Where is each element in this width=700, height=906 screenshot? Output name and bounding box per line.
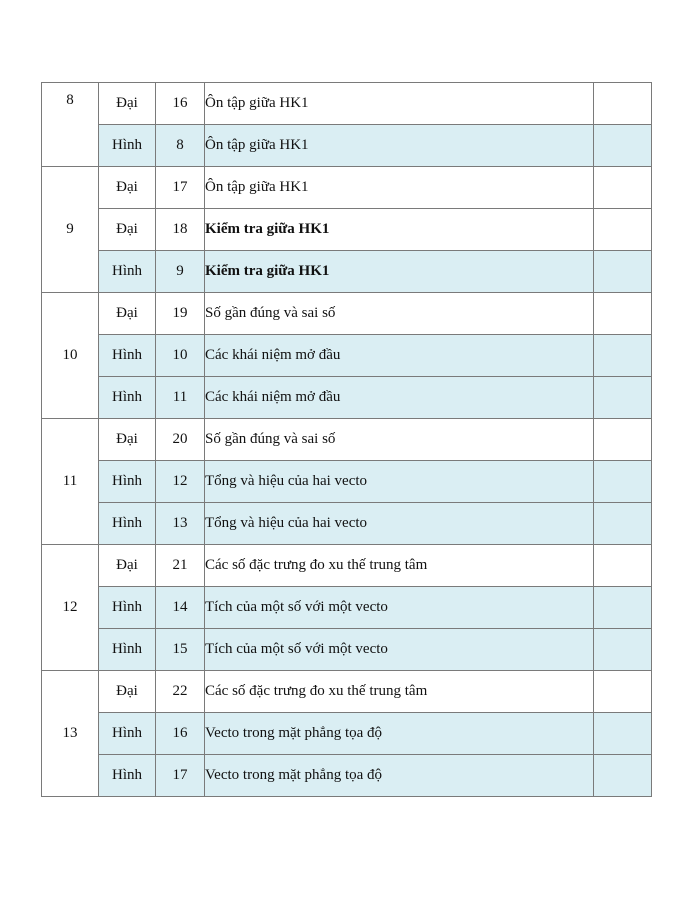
table-row xyxy=(42,209,652,251)
lesson-number-cell: 21 xyxy=(156,545,205,587)
subject-cell: Hình xyxy=(99,755,156,797)
week-number-cell: 10 xyxy=(42,293,99,419)
note-cell xyxy=(594,251,652,293)
lesson-number-cell: 15 xyxy=(156,629,205,671)
lesson-content-cell: Vecto trong mặt phẳng tọa độ xyxy=(205,755,594,797)
subject-cell: Hình xyxy=(99,629,156,671)
subject-cell: Hình xyxy=(99,461,156,503)
week-number-cell: 12 xyxy=(42,545,99,671)
lesson-plan-body xyxy=(42,83,652,797)
subject-cell: Hình xyxy=(99,713,156,755)
lesson-content-cell: Tổng và hiệu của hai vecto xyxy=(205,461,594,503)
table-row xyxy=(42,713,652,755)
note-cell xyxy=(594,335,652,377)
lesson-content-cell: Ôn tập giữa HK1 xyxy=(205,167,594,209)
lesson-content-cell: Ôn tập giữa HK1 xyxy=(205,83,594,125)
lesson-content-cell: Số gần đúng và sai số xyxy=(205,293,594,335)
lesson-content-cell: Kiểm tra giữa HK1 xyxy=(205,209,594,251)
lesson-number-cell: 17 xyxy=(156,755,205,797)
table-row xyxy=(42,83,652,125)
lesson-number-cell: 17 xyxy=(156,167,205,209)
subject-cell: Đại xyxy=(99,83,156,125)
note-cell xyxy=(594,545,652,587)
lesson-content-cell: Vecto trong mặt phẳng tọa độ xyxy=(205,713,594,755)
table-row xyxy=(42,671,652,713)
lesson-number-cell: 13 xyxy=(156,503,205,545)
subject-cell: Đại xyxy=(99,419,156,461)
table-row xyxy=(42,167,652,209)
subject-cell: Đại xyxy=(99,167,156,209)
note-cell xyxy=(594,587,652,629)
lesson-content-cell: Tích của một số với một vecto xyxy=(205,629,594,671)
note-cell xyxy=(594,209,652,251)
lesson-content-cell: Các số đặc trưng đo xu thế trung tâm xyxy=(205,671,594,713)
lesson-number-cell: 16 xyxy=(156,83,205,125)
table-row xyxy=(42,251,652,293)
subject-cell: Hình xyxy=(99,251,156,293)
lesson-number-cell: 16 xyxy=(156,713,205,755)
lesson-content-cell: Các số đặc trưng đo xu thế trung tâm xyxy=(205,545,594,587)
table-row xyxy=(42,503,652,545)
note-cell xyxy=(594,629,652,671)
table-row xyxy=(42,125,652,167)
table-row xyxy=(42,377,652,419)
subject-cell: Hình xyxy=(99,503,156,545)
lesson-content-cell: Ôn tập giữa HK1 xyxy=(205,125,594,167)
lesson-number-cell: 22 xyxy=(156,671,205,713)
table-row xyxy=(42,629,652,671)
week-number-cell: 13 xyxy=(42,671,99,797)
week-number-cell: 11 xyxy=(42,419,99,545)
subject-cell: Hình xyxy=(99,377,156,419)
lesson-content-cell: Tổng và hiệu của hai vecto xyxy=(205,503,594,545)
week-number-cell: 9 xyxy=(42,167,99,293)
subject-cell: Đại xyxy=(99,293,156,335)
subject-cell: Hình xyxy=(99,587,156,629)
note-cell xyxy=(594,671,652,713)
lesson-content-cell: Tích của một số với một vecto xyxy=(205,587,594,629)
table-row xyxy=(42,545,652,587)
table-row xyxy=(42,461,652,503)
table-row xyxy=(42,293,652,335)
note-cell xyxy=(594,503,652,545)
table-row xyxy=(42,419,652,461)
lesson-number-cell: 18 xyxy=(156,209,205,251)
note-cell xyxy=(594,461,652,503)
subject-cell: Đại xyxy=(99,545,156,587)
lesson-content-cell: Số gần đúng và sai số xyxy=(205,419,594,461)
lesson-content-cell: Các khái niệm mở đầu xyxy=(205,335,594,377)
note-cell xyxy=(594,125,652,167)
subject-cell: Hình xyxy=(99,125,156,167)
note-cell xyxy=(594,377,652,419)
note-cell xyxy=(594,419,652,461)
lesson-number-cell: 14 xyxy=(156,587,205,629)
table-row xyxy=(42,335,652,377)
lesson-number-cell: 11 xyxy=(156,377,205,419)
note-cell xyxy=(594,755,652,797)
note-cell xyxy=(594,167,652,209)
lesson-number-cell: 10 xyxy=(156,335,205,377)
note-cell xyxy=(594,713,652,755)
table-row xyxy=(42,755,652,797)
subject-cell: Hình xyxy=(99,335,156,377)
lesson-content-cell: Các khái niệm mở đầu xyxy=(205,377,594,419)
lesson-number-cell: 20 xyxy=(156,419,205,461)
table-row xyxy=(42,587,652,629)
note-cell xyxy=(594,293,652,335)
lesson-content-cell: Kiểm tra giữa HK1 xyxy=(205,251,594,293)
lesson-number-cell: 12 xyxy=(156,461,205,503)
lesson-number-cell: 9 xyxy=(156,251,205,293)
lesson-plan-table xyxy=(41,82,652,797)
note-cell xyxy=(594,83,652,125)
lesson-number-cell: 19 xyxy=(156,293,205,335)
subject-cell: Đại xyxy=(99,209,156,251)
lesson-number-cell: 8 xyxy=(156,125,205,167)
subject-cell: Đại xyxy=(99,671,156,713)
week-number-cell: 8 xyxy=(42,83,99,167)
